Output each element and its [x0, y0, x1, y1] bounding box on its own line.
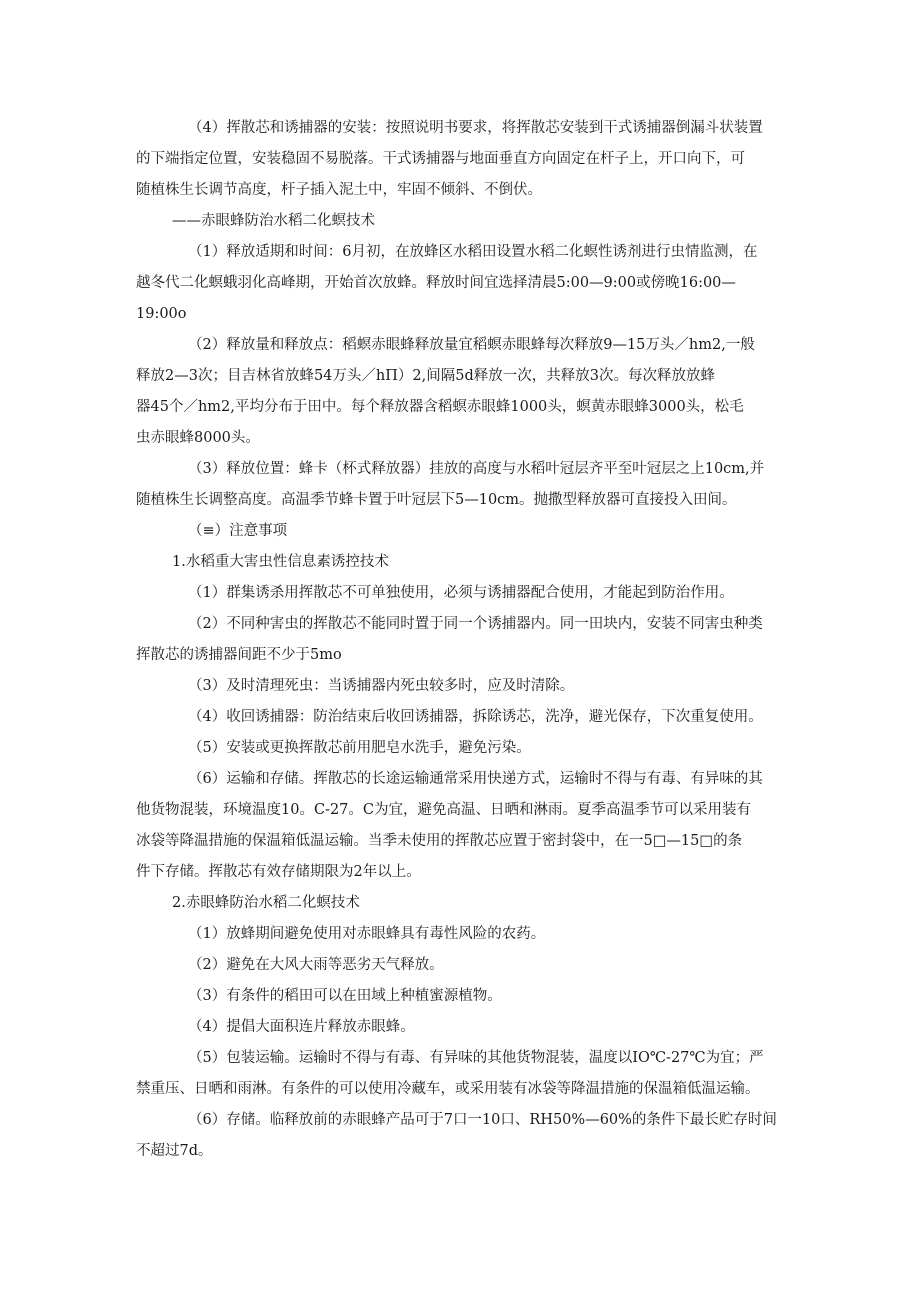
- trichogramma-note-6-line-2: 不超过7d。: [136, 1143, 213, 1159]
- pheromone-note-1: （1）群集诱杀用挥散芯不可单独使用，必须与诱捕器配合使用，才能起到防治作用。: [188, 585, 734, 601]
- section-install-line-3: 随植株生长调节高度，杆子插入泥土中，牢固不倾斜、不倒伏。: [136, 182, 542, 198]
- pheromone-note-6-line-2: 他货物混装，环境温度10。C-27。C为宜，避免高温、日晒和淋雨。夏季高温季节可以采用装有: [136, 802, 751, 818]
- pheromone-note-6-line-4: 件下存储。挥散芯有效存储期限为2年以上。: [136, 864, 421, 880]
- trichogramma-note-1: （1）放蜂期间避免使用对赤眼蜂具有毒性风险的农药。: [188, 926, 546, 942]
- trichogramma-note-6-line-1: （6）存储。临释放前的赤眼蜂产品可于7口一10口、RH50%—60%的条件下最长贮存时间: [188, 1112, 777, 1128]
- release-amount-line-3: 器45个／hm2,平均分布于田中。每个释放器含稻螟赤眼蜂1000头，螟黄赤眼蜂3000头，松毛: [136, 399, 744, 415]
- release-timing-line-1: （1）释放适期和时间：6月初，在放蜂区水稻田设置水稻二化螟性诱剂进行虫情监测，在: [188, 244, 758, 260]
- release-amount-line-1: （2）释放量和释放点：稻螟赤眼蜂释放量宜稻螟赤眼蜂每次释放9—15万头／hm2,一般: [188, 337, 755, 353]
- trichogramma-note-5-line-2: 禁重压、日晒和雨淋。有条件的可以使用冷藏车，或采用装有冰袋等降温措施的保温箱低温运输。: [136, 1081, 760, 1097]
- subheading-pheromone: 1.水稻重大害虫性信息素诱控技术: [172, 554, 389, 570]
- trichogramma-note-3: （3）有条件的稻田可以在田域上种植蜜源植物。: [188, 988, 502, 1004]
- heading-precautions: （≡）注意事项: [188, 523, 288, 539]
- trichogramma-note-5-line-1: （5）包装运输。运输时不得与有毒、有异味的其他货物混装，温度以IO℃-27℃为宜；严: [188, 1050, 764, 1066]
- release-position-line-2: 随植株生长调整高度。高温季节蜂卡置于叶冠层下5—10cm。抛撒型释放器可直接投入田间。: [136, 492, 737, 508]
- trichogramma-note-4: （4）提倡大面积连片释放赤眼蜂。: [188, 1019, 415, 1035]
- release-timing-line-3: 19:00o: [136, 306, 187, 322]
- release-timing-line-2: 越冬代二化螟蛾羽化高峰期，开始首次放蜂。释放时间宜选择清晨5:00—9:00或傍晚16:00—: [136, 275, 736, 291]
- trichogramma-note-2: （2）避免在大风大雨等恶劣天气释放。: [188, 957, 444, 973]
- release-amount-line-4: 虫赤眼蜂8000头。: [136, 430, 260, 446]
- pheromone-note-5: （5）安装或更换挥散芯前用肥皂水洗手，避免污染。: [188, 740, 531, 756]
- section-install-line-2: 的下端指定位置，安装稳固不易脱落。干式诱捕器与地面垂直方向固定在杆子上，开口向下，可: [136, 151, 745, 167]
- pheromone-note-6-line-3: 冰袋等降温措施的保温箱低温运输。当季未使用的挥散芯应置于密封袋中，在一5□—15□的条: [136, 833, 743, 849]
- release-position-line-1: （3）释放位置：蜂卡（杯式释放器）挂放的高度与水稻叶冠层齐平至叶冠层之上10cm,并: [188, 461, 765, 477]
- section-install-line-1: （4）挥散芯和诱捕器的安装：按照说明书要求，将挥散芯安装到干式诱捕器倒漏斗状装置: [188, 120, 763, 136]
- subheading-trichogramma: 2.赤眼蜂防治水稻二化螟技术: [172, 895, 360, 911]
- pheromone-note-6-line-1: （6）运输和存储。挥散芯的长途运输通常采用快递方式，运输时不得与有毒、有异味的其: [188, 771, 763, 787]
- release-amount-line-2: 释放2—3次；目吉林省放蜂54万头／hП）2,间隔5d释放一次，共释放3次。每次释放放蜂: [136, 368, 715, 384]
- pheromone-note-4: （4）收回诱捕器：防治结束后收回诱捕器，拆除诱芯，洗净，避光保存，下次重复使用。: [188, 709, 763, 725]
- pheromone-note-2-line-2: 挥散芯的诱捕器间距不少于5mo: [136, 647, 342, 663]
- pheromone-note-3: （3）及时清理死虫：当诱捕器内死虫较多时，应及时清除。: [188, 678, 575, 694]
- pheromone-note-2-line-1: （2）不同种害虫的挥散芯不能同时置于同一个诱捕器内。同一田块内，安装不同害虫种类: [188, 616, 763, 632]
- heading-trichogramma: ——赤眼蜂防治水稻二化螟技术: [172, 213, 375, 229]
